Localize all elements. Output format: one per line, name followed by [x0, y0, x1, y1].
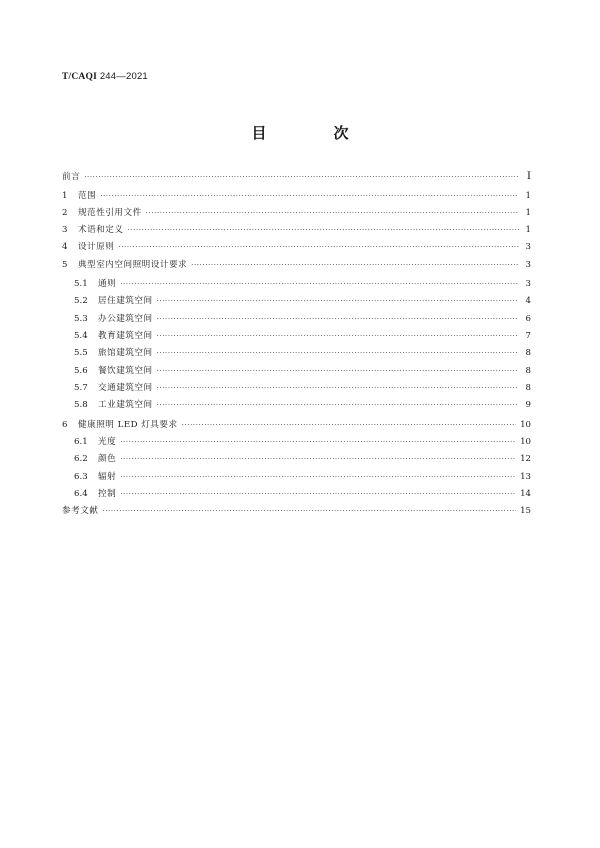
toc-entry-page-number: 8	[525, 348, 531, 359]
toc-dot-leader	[157, 297, 519, 305]
toc-dot-leader	[191, 261, 519, 269]
toc-entry-label: 控制	[98, 488, 117, 499]
toc-entry-label: 前言	[62, 172, 81, 182]
toc-entry-label: 办公建筑空间	[98, 313, 153, 324]
toc-dot-leader	[120, 473, 516, 481]
toc-entry-page-number: 12	[520, 454, 531, 465]
standard-prefix: T/CAQI	[62, 72, 97, 82]
toc-entry-number: 5.5	[74, 348, 88, 359]
toc-entry-page-number: 13	[520, 471, 531, 482]
toc-entry-page-number: 8	[525, 382, 531, 393]
toc-entry[interactable]	[62, 470, 531, 487]
toc-entry-number: 6	[62, 419, 68, 430]
toc-entry[interactable]	[62, 206, 531, 223]
toc-dot-leader	[146, 209, 519, 217]
table-of-contents	[62, 170, 531, 522]
toc-entry-page-number: 10	[520, 419, 531, 430]
toc-entry[interactable]	[62, 170, 531, 189]
toc-entry-label: 辐射	[98, 471, 117, 482]
toc-entry-page-number: 4	[525, 296, 531, 307]
toc-dot-leader	[100, 192, 519, 200]
toc-entry-number: 5.7	[74, 382, 88, 393]
toc-entry-page-number: 3	[525, 242, 531, 253]
toc-dot-leader	[182, 421, 516, 429]
standard-number: 244—2021	[96, 71, 148, 82]
toc-dot-leader	[102, 507, 516, 515]
toc-entry-page-number: 7	[525, 331, 531, 342]
toc-entry-label: 旅馆建筑空间	[98, 348, 153, 359]
toc-entry[interactable]	[62, 189, 531, 206]
toc-entry[interactable]	[62, 381, 531, 398]
toc-entry-number: 3	[62, 225, 68, 236]
toc-entry-label: 教育建筑空间	[98, 331, 153, 342]
toc-dot-leader	[120, 280, 519, 288]
toc-entry-label: 设计原则	[78, 242, 115, 253]
toc-entry-page-number: 10	[520, 437, 531, 448]
toc-dot-leader	[157, 384, 519, 392]
toc-entry-label: 通则	[98, 279, 117, 290]
toc-entry-page-number: 14	[520, 488, 531, 499]
toc-entry-label: 交通建筑空间	[98, 382, 153, 393]
toc-dot-leader	[84, 173, 519, 181]
toc-entry-number: 6.3	[74, 471, 88, 482]
standard-code	[62, 71, 148, 82]
toc-entry-number: 5.8	[74, 400, 88, 411]
toc-entry-label: 居住建筑空间	[98, 296, 153, 307]
toc-dot-leader	[157, 367, 519, 375]
toc-entry-label: 规范性引用文件	[78, 207, 142, 218]
toc-entry-label: 参考文献	[62, 506, 99, 517]
toc-entry-page-number: 8	[525, 365, 531, 376]
toc-entry-page-number: 15	[520, 506, 531, 517]
toc-dot-leader	[120, 438, 516, 446]
toc-entry[interactable]	[62, 294, 531, 311]
toc-entry-label: 范围	[78, 190, 97, 201]
toc-entry-label: 健康照明 LED 灯具要求	[78, 419, 178, 430]
toc-entry-page-number: 9	[525, 400, 531, 411]
toc-entry-label: 术语和定义	[78, 225, 124, 236]
toc-entry-number: 6.1	[74, 437, 88, 448]
toc-entry[interactable]	[62, 346, 531, 363]
toc-entry-page-number: 1	[525, 207, 531, 218]
toc-entry-number: 5.3	[74, 313, 88, 324]
toc-entry[interactable]	[62, 329, 531, 346]
toc-entry-page-number: 3	[525, 259, 531, 270]
toc-entry-number: 5	[62, 259, 68, 270]
toc-entry-number: 5.4	[74, 331, 88, 342]
toc-entry-number: 5.2	[74, 296, 88, 307]
toc-entry-number: 2	[62, 207, 68, 218]
toc-entry[interactable]	[62, 277, 531, 294]
toc-entry[interactable]	[62, 364, 531, 381]
toc-dot-leader	[157, 315, 519, 323]
toc-dot-leader	[120, 455, 516, 463]
toc-entry[interactable]	[62, 258, 531, 278]
toc-entry-number: 1	[62, 190, 68, 201]
toc-entry-label: 光度	[98, 437, 117, 448]
toc-entry[interactable]	[62, 240, 531, 257]
toc-entry-number: 6.4	[74, 488, 88, 499]
toc-entry[interactable]	[62, 418, 531, 435]
toc-entry-number: 5.1	[74, 279, 88, 290]
toc-dot-leader	[157, 401, 519, 409]
toc-entry-label: 典型室内空间照明设计要求	[78, 259, 188, 270]
toc-entry-label: 颜色	[98, 454, 117, 465]
toc-entry-number: 4	[62, 242, 68, 253]
toc-entry[interactable]	[62, 452, 531, 469]
toc-entry-label: 工业建筑空间	[98, 400, 153, 411]
toc-entry-page-number: 1	[525, 225, 531, 236]
toc-entry-page-number: Ⅰ	[526, 170, 531, 182]
toc-entry-number: 5.6	[74, 365, 88, 376]
toc-entry[interactable]	[62, 504, 531, 521]
toc-entry-page-number: 1	[525, 190, 531, 201]
toc-entry-label: 餐饮建筑空间	[98, 365, 153, 376]
toc-entry[interactable]	[62, 435, 531, 452]
toc-dot-leader	[118, 243, 519, 251]
toc-dot-leader	[157, 349, 519, 357]
toc-entry[interactable]	[62, 223, 531, 240]
toc-dot-leader	[120, 490, 516, 498]
toc-entry-page-number: 6	[525, 313, 531, 324]
toc-entry-number: 6.2	[74, 454, 88, 465]
toc-entry[interactable]	[62, 398, 531, 418]
page-title: 目 次	[251, 124, 375, 142]
toc-entry[interactable]	[62, 487, 531, 504]
toc-entry-page-number: 3	[525, 279, 531, 290]
toc-dot-leader	[157, 332, 519, 340]
toc-entry[interactable]	[62, 312, 531, 329]
toc-dot-leader	[127, 226, 519, 234]
